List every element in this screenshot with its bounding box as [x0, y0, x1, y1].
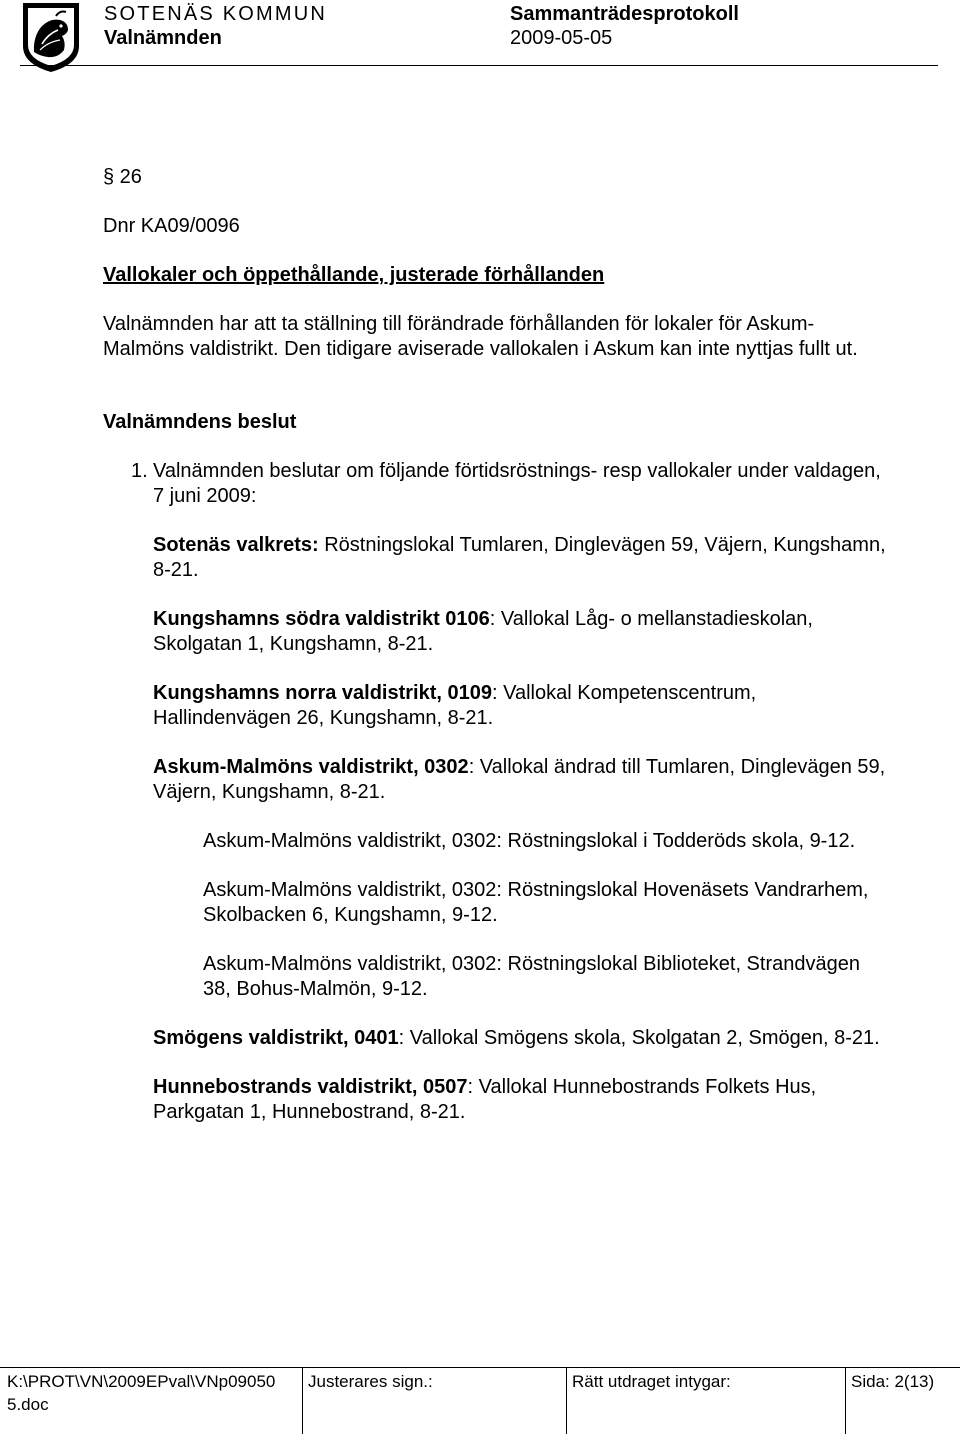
polling-entry-text: : Vallokal Smögens skola, Skolgatan 2, Smögen, 8-21. — [398, 1027, 880, 1049]
header-divider — [20, 65, 938, 66]
polling-entry-label: Kungshamns södra valdistrikt 0106 — [153, 608, 490, 630]
document-type-title: Sammanträdesprotokoll — [510, 3, 739, 25]
polling-entry-text: : Vallokal Hunnebostrands Folkets Hus, Parkgatan 1, Hunnebostrand, 8-21. — [153, 1076, 817, 1123]
polling-entry-label: Askum-Malmöns valdistrikt, 0302 — [153, 756, 469, 778]
polling-entry-text: Röstningslokal Tumlaren, Dinglevägen 59, Väjern, Kungshamn, 8-21. — [153, 534, 886, 581]
polling-entry-sub — [203, 878, 893, 928]
footer-justerares-sign: Justerares sign.: — [308, 1372, 433, 1391]
footer-divider — [845, 1368, 846, 1434]
case-intro-text: Valnämnden har att ta ställning till förändrade förhållanden för lokaler för Askum-Malmöns valdistrikt. Den tidigare aviserade vallokalen i Askum kan inte nyttjas fullt ut. — [103, 313, 858, 360]
polling-entry-label: Sotenäs valkrets: — [153, 534, 319, 556]
decision-item-text: Valnämnden beslutar om följande förtidsröstnings- resp vallokaler under valdagen, 7 juni 2009: — [153, 460, 881, 507]
decision-item-number: 1. — [131, 460, 148, 482]
page-footer — [0, 1367, 960, 1434]
polling-entry — [153, 533, 893, 583]
polling-entry-text: Askum-Malmöns valdistrikt, 0302: Röstningslokal Hovenäsets Vandrarhem, Skolbacken 6, Kungshamn, 9-12. — [203, 879, 869, 926]
polling-entry — [153, 1075, 893, 1125]
polling-entry-sub — [203, 829, 893, 854]
polling-entry — [153, 607, 893, 657]
footer-divider — [302, 1368, 303, 1434]
polling-entry — [153, 755, 893, 805]
protocol-body — [103, 165, 893, 1125]
polling-entry-sub — [203, 952, 893, 1002]
municipality-crest-logo — [20, 0, 82, 74]
footer-divider — [566, 1368, 567, 1434]
polling-entry-label: Smögens valdistrikt, 0401 — [153, 1027, 399, 1049]
polling-entry — [153, 1026, 893, 1051]
footer-page-number: Sida: 2(13) — [851, 1372, 935, 1391]
department-name: Valnämnden — [104, 27, 222, 49]
polling-entry-text: Askum-Malmöns valdistrikt, 0302: Röstningslokal i Todderöds skola, 9-12. — [203, 830, 856, 852]
case-number: Dnr KA09/0096 — [103, 215, 240, 237]
polling-entry-text: : Vallokal ändrad till Tumlaren, Dinglevägen 59, Väjern, Kungshamn, 8-21. — [153, 756, 886, 803]
meeting-date: 2009-05-05 — [510, 27, 613, 49]
decision-heading: Valnämndens beslut — [103, 411, 297, 433]
polling-entry-label: Kungshamns norra valdistrikt, 0109 — [153, 682, 493, 704]
footer-ratt-utdraget: Rätt utdraget intygar: — [572, 1372, 731, 1391]
polling-entry-text: : Vallokal Kompetenscentrum, Hallindenvägen 26, Kungshamn, 8-21. — [153, 682, 757, 729]
case-title: Vallokaler och öppethållande, justerade förhållanden — [103, 264, 605, 286]
footer-file-path: K:\PROT\VN\2009EPval\VNp09050 5.doc — [7, 1372, 276, 1414]
polling-entry-label: Hunnebostrands valdistrikt, 0507 — [153, 1076, 468, 1098]
paragraph-number: § 26 — [103, 166, 142, 188]
polling-entry — [153, 681, 893, 731]
polling-entry-text: : Vallokal Låg- o mellanstadieskolan, Skolgatan 1, Kungshamn, 8-21. — [153, 608, 813, 655]
polling-entry-text: Askum-Malmöns valdistrikt, 0302: Röstningslokal Biblioteket, Strandvägen 38, Bohus-Malmön, 9-12. — [203, 953, 860, 1000]
municipality-name: SOTENÄS KOMMUN — [104, 3, 328, 25]
decision-item — [131, 459, 893, 509]
